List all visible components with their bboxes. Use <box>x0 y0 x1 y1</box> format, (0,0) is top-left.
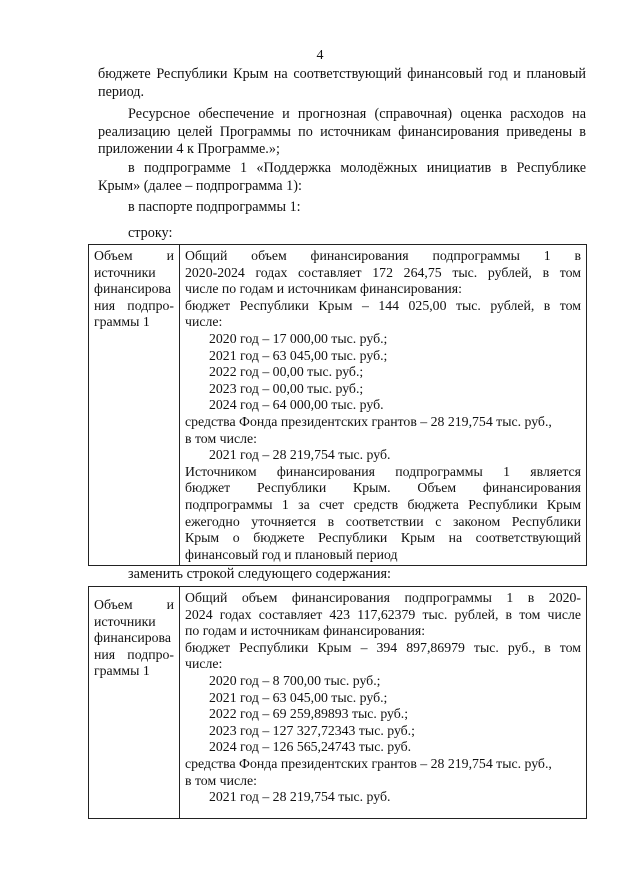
label-line: Объем и <box>94 248 174 263</box>
new-row-table <box>88 586 587 819</box>
year-line: 2023 год – 00,00 тыс. руб.; <box>209 380 364 396</box>
fund-line: средства Фонда президентских грантов – 28 219,754 тыс. руб., <box>185 413 552 429</box>
old-row-label-cell <box>89 245 180 566</box>
intro-line-2: период. <box>98 83 145 100</box>
old-row-table <box>88 244 587 566</box>
label-line: граммы 1 <box>94 663 150 679</box>
summary-line: числе: <box>185 656 223 672</box>
summary-line: 2020-2024 годах составляет 172 264,75 тыс. рублей, в том <box>185 264 581 280</box>
source-line: подпрограммы 1 за счет средств бюджета Республики Крым <box>185 496 581 512</box>
label-line: ния подпро- <box>94 646 174 662</box>
new-row-content-cell <box>180 587 587 819</box>
source-line: ежегодно уточняется в соответствии с законом Республики <box>185 513 581 529</box>
year-line: 2024 год – 126 565,24743 тыс. руб. <box>209 739 412 755</box>
label-line: источники <box>94 264 156 280</box>
summary-line: бюджет Республики Крым – 144 025,00 тыс. рублей, в том <box>185 297 581 313</box>
summary-line: 2024 годах составляет 423 117,62379 тыс. рублей, в том числе <box>185 606 581 622</box>
summary-line: числе по годам и источникам финансирования: <box>185 281 462 297</box>
summary-line: числе: <box>185 314 223 330</box>
page-number: 4 <box>316 48 324 63</box>
intro-continuation <box>98 66 586 101</box>
summary-line: по годам и источникам финансирования: <box>185 623 426 639</box>
year-line: 2021 год – 63 045,00 тыс. руб.; <box>209 689 388 705</box>
label-line: финансирова <box>94 630 171 646</box>
summary-line: бюджет Республики Крым – 394 897,86979 тыс. руб., в том <box>185 639 581 655</box>
label-line: граммы 1 <box>94 314 150 330</box>
summary-line: Общий объем финансирования подпрограммы 1 в 2020- <box>185 590 581 605</box>
year-line: 2020 год – 17 000,00 тыс. руб.; <box>209 330 388 346</box>
year-line: 2022 год – 00,00 тыс. руб.; <box>209 364 364 380</box>
source-line: бюджет Республики Крым. Объем финансирования <box>185 480 581 496</box>
year-line: 2020 год – 8 700,00 тыс. руб.; <box>209 672 381 688</box>
fund-year-line: 2021 год – 28 219,754 тыс. руб. <box>209 789 391 805</box>
subprogram-paragraph: в подпрограмме 1 «Поддержка молодёжных инициатив в Республике Крым» (далее – подпрограмма 1): <box>98 160 586 194</box>
year-line: 2023 год – 127 327,72343 тыс. руб.; <box>209 722 415 738</box>
source-line: финансовый год и плановый период <box>185 546 398 562</box>
intro-line-1: бюджете Республики Крым на соответствующий финансовый год и плановый <box>98 66 586 82</box>
passport-paragraph: в паспорте подпрограммы 1: <box>128 199 301 215</box>
source-line: Крым о бюджете Республики Крым на соответствующий <box>185 530 581 546</box>
row-label-paragraph: строку: <box>128 225 173 241</box>
replace-paragraph: заменить строкой следующего содержания: <box>128 566 391 582</box>
summary-line: Общий объем финансирования подпрограммы 1 в <box>185 248 581 263</box>
old-row-content-cell <box>180 245 587 566</box>
year-line: 2024 год – 64 000,00 тыс. руб. <box>209 397 384 413</box>
fund-line: в том числе: <box>185 430 257 446</box>
label-line: ния подпро- <box>94 297 174 313</box>
resource-paragraph: Ресурсное обеспечение и прогнозная (справочная) оценка расходов на реализацию целей Программы по источникам финансирования приведены в приложении 4 к Программе.»; <box>98 106 586 157</box>
fund-line: средства Фонда президентских грантов – 28 219,754 тыс. руб., <box>185 755 552 771</box>
year-line: 2022 год – 69 259,89893 тыс. руб.; <box>209 706 409 722</box>
new-row-label-cell <box>89 587 180 819</box>
label-line: Объем и <box>94 597 174 612</box>
fund-year-line: 2021 год – 28 219,754 тыс. руб. <box>209 447 391 463</box>
year-line: 2021 год – 63 045,00 тыс. руб.; <box>209 347 388 363</box>
label-line: финансирова <box>94 281 171 297</box>
label-line: источники <box>94 613 156 629</box>
fund-line: в том числе: <box>185 772 257 788</box>
source-line: Источником финансирования подпрограммы 1 является <box>185 463 581 479</box>
